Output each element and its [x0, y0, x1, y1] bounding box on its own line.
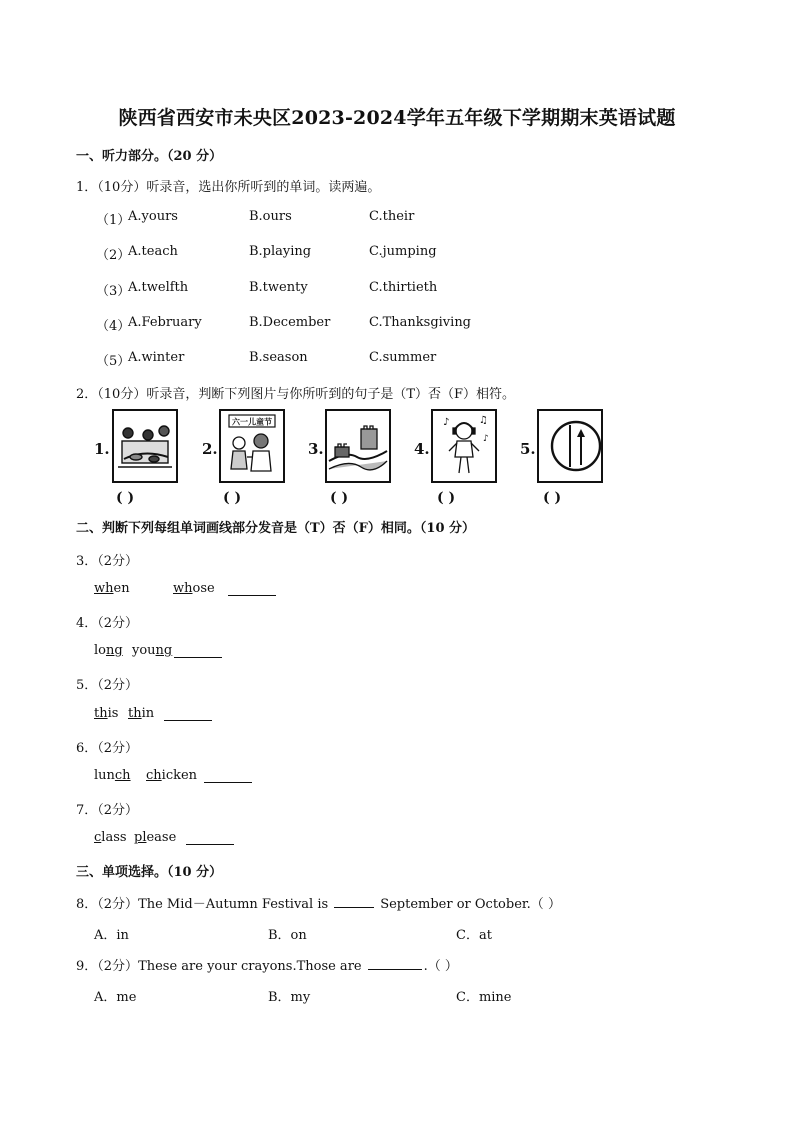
- word-2: whose: [173, 581, 215, 596]
- picture-number-5: 5.: [520, 440, 536, 458]
- answer-blank[interactable]: [334, 895, 374, 908]
- answer-blank[interactable]: [228, 583, 276, 596]
- answer-blank[interactable]: [174, 645, 222, 658]
- answer-blank[interactable]: [368, 957, 422, 970]
- option-b: B.playing: [249, 244, 312, 259]
- answer-paren-4[interactable]: ( ): [437, 490, 456, 506]
- svg-text:♪: ♪: [443, 417, 450, 428]
- svg-text:♫: ♫: [479, 415, 488, 426]
- option-b: B.ours: [249, 209, 292, 224]
- option-a[interactable]: A．me: [94, 990, 137, 1005]
- listening-music-picture-icon: [431, 409, 497, 483]
- option-a: A.February: [128, 315, 202, 330]
- answer-paren-1[interactable]: ( ): [116, 490, 135, 506]
- word-1: this: [94, 706, 119, 721]
- picture-banner-text: 六一儿童节: [232, 417, 272, 427]
- option-a: A.yours: [128, 209, 178, 224]
- section-heading-pronunciation: 二、判断下列每组单词画线部分发音是（T）否（F）相同。（10 分）: [76, 521, 476, 536]
- word-2: chicken: [146, 768, 198, 783]
- question-1-stem: 1．（10分）听录音，选出你所听到的单词。读两遍。: [76, 180, 381, 195]
- option-b[interactable]: B．my: [268, 990, 311, 1005]
- clock-picture-icon: [537, 409, 603, 483]
- answer-paren-5[interactable]: ( ): [543, 490, 562, 506]
- word-2: please: [134, 830, 177, 845]
- picture-number-1: 1.: [94, 440, 110, 458]
- answer-paren-3[interactable]: ( ): [330, 490, 349, 506]
- word-2: young: [132, 643, 173, 658]
- option-a[interactable]: A．in: [94, 928, 129, 943]
- option-c: C.Thanksgiving: [369, 315, 472, 330]
- option-a: A.twelfth: [128, 280, 189, 295]
- option-c[interactable]: C．mine: [456, 990, 512, 1005]
- page-title: 陕西省西安市未央区2023-2024学年五年级下学期期末英语试题: [118, 107, 676, 129]
- option-b: B.December: [249, 315, 331, 330]
- option-b: B.season: [249, 350, 308, 365]
- great-wall-picture-icon: [325, 409, 391, 483]
- option-a: A.winter: [128, 350, 185, 365]
- question-6-stem: 6．（2分）: [76, 741, 139, 756]
- picture-number-4: 4.: [414, 440, 430, 458]
- question-9-stem: 9．（2分）These are your crayons.Those are .（ ）: [76, 959, 458, 974]
- option-c: C.jumping: [369, 244, 437, 259]
- answer-paren-2[interactable]: ( ): [223, 490, 242, 506]
- option-c[interactable]: C．at: [456, 928, 492, 943]
- word-1: lunch: [94, 768, 131, 783]
- answer-blank[interactable]: [186, 832, 234, 845]
- answer-blank[interactable]: [204, 770, 252, 783]
- option-b[interactable]: B．on: [268, 928, 307, 943]
- picnic-picture-icon: [112, 409, 178, 483]
- word-1: class: [94, 830, 127, 845]
- picture-number-3: 3.: [308, 440, 324, 458]
- svg-text:♪: ♪: [483, 434, 489, 444]
- question-2-stem: 2．（10分）听录音，判断下列图片与你所听到的句子是（T）否（F）相符。: [76, 387, 516, 402]
- section-heading-single-choice: 三、单项选择。（10 分）: [76, 865, 223, 880]
- word-1: when: [94, 581, 130, 596]
- question-5-stem: 5．（2分）: [76, 678, 139, 693]
- question-7-stem: 7．（2分）: [76, 803, 139, 818]
- option-c: C.summer: [369, 350, 437, 365]
- option-c: C.their: [369, 209, 415, 224]
- question-8-stem: 8．（2分）The Mid－Autumn Festival is September or October.（ ）: [76, 897, 561, 912]
- section-heading-listening: 一、听力部分。（20 分）: [76, 149, 223, 164]
- childrens-day-picture-icon: [219, 409, 285, 483]
- option-b: B.twenty: [249, 280, 308, 295]
- exam-page: 陕西省西安市未央区2023-2024学年五年级下学期期末英语试题 一、听力部分。（20 分） 1．（10分）听录音，选出你所听到的单词。读两遍。 （1） A.yours B.ours C.their （2） A.teach B.playing C.jumping （3） A.twelfth B.twenty C.thirtieth （4） A.February B.December C.Thanksgiving （5） A.winter B.season C.summer 2．（10分）听录音，判断下列图片与你所听到的句子是（T）否（F）相符。 1. 2. 六一儿童节 3. 4. ♪ ♫ ♪ 5. ( ) ( ) ( ) ( ) ( ) 二、判断下列每组单词画线部分发音是（T）否（F）相同。（10 分） 3．（2分） when whose 4．（2分） long young 5．（2分） this thin 6．（2分） lunch chicken 7．（2分） class please 三、单项选择。（10 分） 8．（2分）The Mid－Autumn Festival is September or October.（ ） A．in B．on C．at 9．（2分）These are your crayons.Those are .（ ） A．me B．my C．mine: [0, 0, 794, 1123]
- answer-blank[interactable]: [164, 708, 212, 721]
- word-1: long: [94, 643, 123, 658]
- question-4-stem: 4．（2分）: [76, 616, 139, 631]
- option-a: A.teach: [128, 244, 178, 259]
- picture-number-2: 2.: [202, 440, 218, 458]
- question-3-stem: 3．（2分）: [76, 554, 139, 569]
- option-c: C.thirtieth: [369, 280, 438, 295]
- word-2: thin: [128, 706, 155, 721]
